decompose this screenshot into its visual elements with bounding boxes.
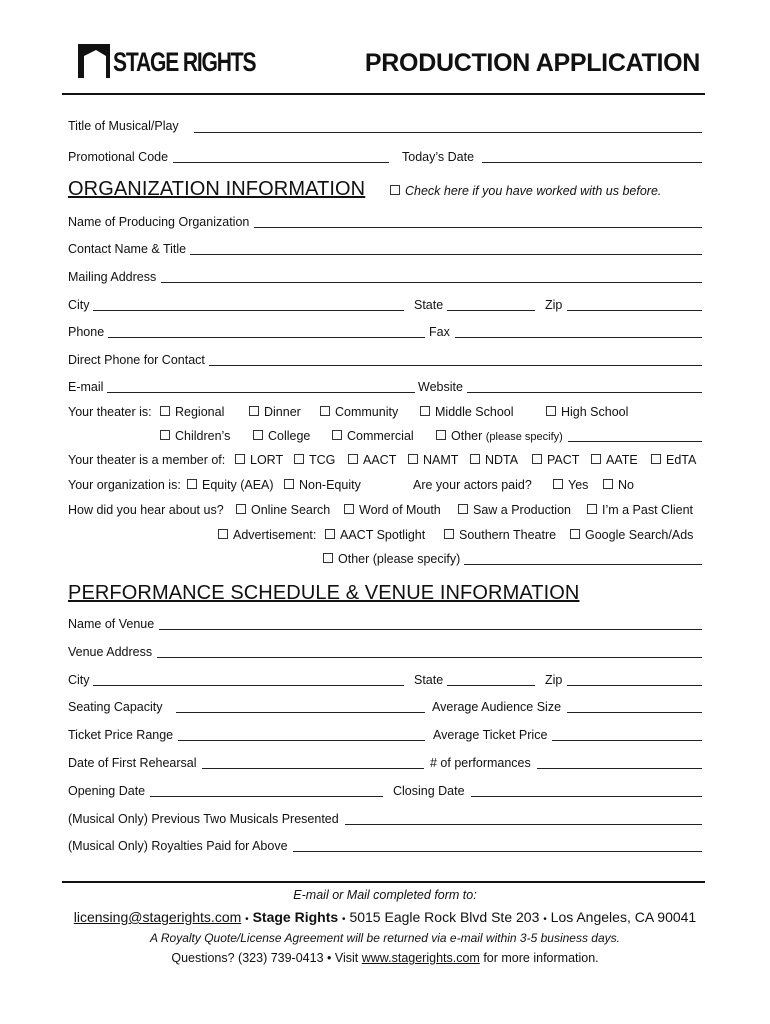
theater-other-field[interactable]: [568, 441, 702, 442]
price-range-label: Ticket Price Range: [68, 728, 174, 742]
footer-more-info: for more information.: [483, 951, 599, 965]
checkbox-icon: [591, 454, 601, 464]
theater-dinner-checkbox[interactable]: [249, 405, 301, 419]
footer-address: 5015 Eagle Rock Blvd Ste 203: [349, 909, 540, 925]
date-field[interactable]: [482, 162, 702, 163]
checkbox-icon: [436, 430, 446, 440]
option-label: No: [618, 478, 634, 492]
hear-saw-production-checkbox[interactable]: [458, 503, 571, 517]
checkbox-icon: [587, 504, 597, 514]
state-label: State: [414, 298, 444, 312]
footer-divider: [62, 881, 705, 883]
stage-rights-logo-icon: [76, 42, 112, 80]
closing-field[interactable]: [471, 796, 702, 797]
org-non-equity-checkbox[interactable]: [284, 478, 361, 492]
option-label: High School: [561, 405, 629, 419]
actors-paid-label: Are your actors paid?: [413, 478, 532, 492]
hear-online-search-checkbox[interactable]: [236, 503, 330, 517]
footer-city: Los Angeles, CA 90041: [550, 909, 697, 925]
checkbox-icon: [651, 454, 661, 464]
member-aact-checkbox[interactable]: [348, 453, 396, 467]
option-label: Yes: [568, 478, 589, 492]
theater-community-checkbox[interactable]: [320, 405, 398, 419]
city-label: City: [68, 298, 90, 312]
theater-is-label: Your theater is:: [68, 405, 152, 419]
paid-yes-checkbox[interactable]: [553, 478, 588, 492]
footer-sep: •: [543, 914, 547, 925]
member-label: Your theater is a member of:: [68, 453, 226, 467]
checkbox-icon: [570, 529, 580, 539]
member-pact-checkbox[interactable]: [532, 453, 579, 467]
option-label: Other (please specify): [338, 552, 461, 566]
option-label: I’m a Past Client: [602, 503, 694, 517]
checkbox-icon: [320, 406, 330, 416]
hear-word-of-mouth-checkbox[interactable]: [344, 503, 441, 517]
royalties-field[interactable]: [293, 851, 702, 852]
venue-address-label: Venue Address: [68, 645, 153, 659]
theater-middle-school-checkbox[interactable]: [420, 405, 514, 419]
option-label: Dinner: [264, 405, 301, 419]
footer-email-link[interactable]: licensing@stagerights.com: [73, 909, 242, 925]
date-label: Today’s Date: [402, 150, 475, 164]
option-label: Southern Theatre: [459, 528, 557, 542]
header-divider: [62, 93, 705, 95]
checkbox-icon: [332, 430, 342, 440]
logo-text: STAGE RIGHTS: [113, 47, 256, 77]
title-field[interactable]: [194, 132, 702, 133]
theater-other-checkbox[interactable]: [436, 429, 563, 444]
checkbox-icon: [325, 529, 335, 539]
footer-questions: Questions? (323) 739-0413 • Visit: [171, 951, 359, 965]
title-label: Title of Musical/Play: [68, 119, 179, 133]
email-label: E-mail: [68, 380, 104, 394]
venue-address-field[interactable]: [157, 657, 702, 658]
city-field[interactable]: [93, 310, 404, 311]
capacity-field[interactable]: [176, 712, 425, 713]
logo: [76, 42, 256, 82]
option-label: LORT: [250, 453, 284, 467]
checkbox-icon: [294, 454, 304, 464]
member-lort-checkbox[interactable]: [235, 453, 283, 467]
checkbox-icon: [344, 504, 354, 514]
option-label: College: [268, 429, 311, 443]
zip-field[interactable]: [567, 310, 702, 311]
option-label: Commercial: [347, 429, 414, 443]
prev-musicals-label: (Musical Only) Previous Two Musicals Presented: [68, 812, 339, 826]
option-label: Regional: [175, 405, 225, 419]
option-label: TCG: [309, 453, 336, 467]
price-range-field[interactable]: [178, 740, 425, 741]
venue-zip-field[interactable]: [567, 685, 702, 686]
num-performances-field[interactable]: [537, 768, 702, 769]
venue-city-field[interactable]: [93, 685, 404, 686]
footer-website-link[interactable]: www.stagerights.com: [361, 951, 480, 965]
venue-zip-label: Zip: [545, 673, 563, 687]
org-is-label: Your organization is:: [68, 478, 181, 492]
venue-heading: PERFORMANCE SCHEDULE & VENUE INFORMATION: [68, 582, 580, 604]
avg-ticket-field[interactable]: [552, 740, 702, 741]
hear-advertisement-checkbox[interactable]: [218, 528, 316, 542]
checkbox-icon: [323, 553, 333, 563]
theater-high-school-checkbox[interactable]: [546, 405, 628, 419]
theater-commercial-checkbox[interactable]: [332, 429, 414, 443]
royalties-label: (Musical Only) Royalties Paid for Above: [68, 839, 288, 853]
avg-audience-field[interactable]: [567, 712, 702, 713]
hear-past-client-checkbox[interactable]: [587, 503, 693, 517]
page-title: PRODUCTION APPLICATION: [364, 49, 700, 77]
zip-label: Zip: [545, 298, 563, 312]
member-aate-checkbox[interactable]: [591, 453, 638, 467]
checkbox-icon: [420, 406, 430, 416]
first-rehearsal-label: Date of First Rehearsal: [68, 756, 197, 770]
checkbox-icon: [348, 454, 358, 464]
checkbox-icon: [390, 185, 400, 195]
checkbox-icon: [408, 454, 418, 464]
direct-phone-field[interactable]: [209, 365, 702, 366]
checkbox-icon: [553, 479, 563, 489]
option-label: Children’s: [175, 429, 231, 443]
phone-field[interactable]: [108, 337, 425, 338]
option-label: NDTA: [485, 453, 519, 467]
closing-label: Closing Date: [393, 784, 465, 798]
footer-questions-line: [0, 951, 770, 965]
option-label: Other: [451, 429, 483, 443]
contact-label: Contact Name & Title: [68, 242, 187, 256]
checkbox-icon: [236, 504, 246, 514]
opening-field[interactable]: [150, 796, 383, 797]
org-heading: ORGANIZATION INFORMATION: [68, 178, 366, 200]
opening-label: Opening Date: [68, 784, 146, 798]
hear-label: How did you hear about us?: [68, 503, 224, 517]
venue-name-label: Name of Venue: [68, 617, 155, 631]
hear-other-field[interactable]: [464, 564, 702, 565]
footer-instruction: E-mail or Mail completed form to:: [293, 888, 477, 902]
promo-label: Promotional Code: [68, 150, 169, 164]
contact-field[interactable]: [190, 254, 702, 255]
ad-southern-theatre-checkbox[interactable]: [444, 528, 556, 542]
venue-state-label: State: [414, 673, 444, 687]
option-label: AATE: [606, 453, 638, 467]
option-label: AACT Spotlight: [340, 528, 426, 542]
capacity-label: Seating Capacity: [68, 700, 163, 714]
checkbox-icon: [160, 430, 170, 440]
venue-state-field[interactable]: [447, 685, 535, 686]
option-label: Non-Equity: [299, 478, 361, 492]
avg-audience-label: Average Audience Size: [432, 700, 562, 714]
ad-aact-spotlight-checkbox[interactable]: [325, 528, 425, 542]
option-label: Online Search: [251, 503, 331, 517]
checkbox-icon: [253, 430, 263, 440]
mailing-field[interactable]: [161, 282, 702, 283]
num-performances-label: # of performances: [430, 756, 531, 770]
theater-childrens-checkbox[interactable]: [160, 429, 230, 443]
checkbox-icon: [458, 504, 468, 514]
option-label: NAMT: [423, 453, 459, 467]
option-label: Equity (AEA): [202, 478, 274, 492]
first-rehearsal-field[interactable]: [202, 768, 424, 769]
fax-field[interactable]: [455, 337, 702, 338]
option-label: Google Search/Ads: [585, 528, 694, 542]
checkbox-icon: [187, 479, 197, 489]
venue-city-label: City: [68, 673, 90, 687]
fax-label: Fax: [429, 325, 450, 339]
checkbox-icon: [532, 454, 542, 464]
member-namt-checkbox[interactable]: [408, 453, 458, 467]
checkbox-icon: [249, 406, 259, 416]
theater-college-checkbox[interactable]: [253, 429, 310, 443]
checkbox-icon: [160, 406, 170, 416]
checkbox-icon: [470, 454, 480, 464]
option-label: Word of Mouth: [359, 503, 441, 517]
producing-org-field[interactable]: [254, 227, 702, 228]
checkbox-icon: [603, 479, 613, 489]
royalty-note: A Royalty Quote/License Agreement will be returned via e-mail within 3-5 business days.: [149, 931, 620, 945]
hear-other-checkbox[interactable]: [323, 552, 460, 566]
phone-label: Phone: [68, 325, 105, 339]
website-field[interactable]: [467, 392, 702, 393]
member-tcg-checkbox[interactable]: [294, 453, 335, 467]
member-edta-checkbox[interactable]: [651, 453, 696, 467]
checkbox-icon: [444, 529, 454, 539]
checkbox-icon: [235, 454, 245, 464]
website-label: Website: [418, 380, 463, 394]
footer-contact-line: [0, 909, 770, 925]
checkbox-icon: [218, 529, 228, 539]
org-equity-checkbox[interactable]: [187, 478, 274, 492]
option-label: Advertisement:: [233, 528, 317, 542]
checkbox-icon: [284, 479, 294, 489]
option-label: EdTA: [666, 453, 697, 467]
option-label: PACT: [547, 453, 580, 467]
theater-regional-checkbox[interactable]: [160, 405, 224, 419]
prev-musicals-field[interactable]: [345, 824, 702, 825]
worked-before-checkbox[interactable]: [390, 184, 661, 198]
footer-company: Stage Rights: [252, 909, 339, 925]
option-label: AACT: [363, 453, 397, 467]
promo-field[interactable]: [173, 162, 389, 163]
producing-org-label: Name of Producing Organization: [68, 215, 250, 229]
paid-no-checkbox[interactable]: [603, 478, 634, 492]
option-label: Community: [335, 405, 399, 419]
avg-ticket-label: Average Ticket Price: [433, 728, 548, 742]
email-field[interactable]: [107, 392, 415, 393]
footer-sep: •: [245, 914, 249, 925]
venue-name-field[interactable]: [159, 629, 702, 630]
direct-phone-label: Direct Phone for Contact: [68, 353, 205, 367]
worked-before-label: Check here if you have worked with us before.: [405, 184, 662, 198]
checkbox-icon: [546, 406, 556, 416]
mailing-label: Mailing Address: [68, 270, 157, 284]
member-ndta-checkbox[interactable]: [470, 453, 518, 467]
option-label: Middle School: [435, 405, 514, 419]
option-label: Saw a Production: [473, 503, 571, 517]
ad-google-checkbox[interactable]: [570, 528, 693, 542]
footer-sep: •: [342, 914, 346, 925]
state-field[interactable]: [447, 310, 535, 311]
specify-hint: (please specify): [485, 431, 563, 443]
